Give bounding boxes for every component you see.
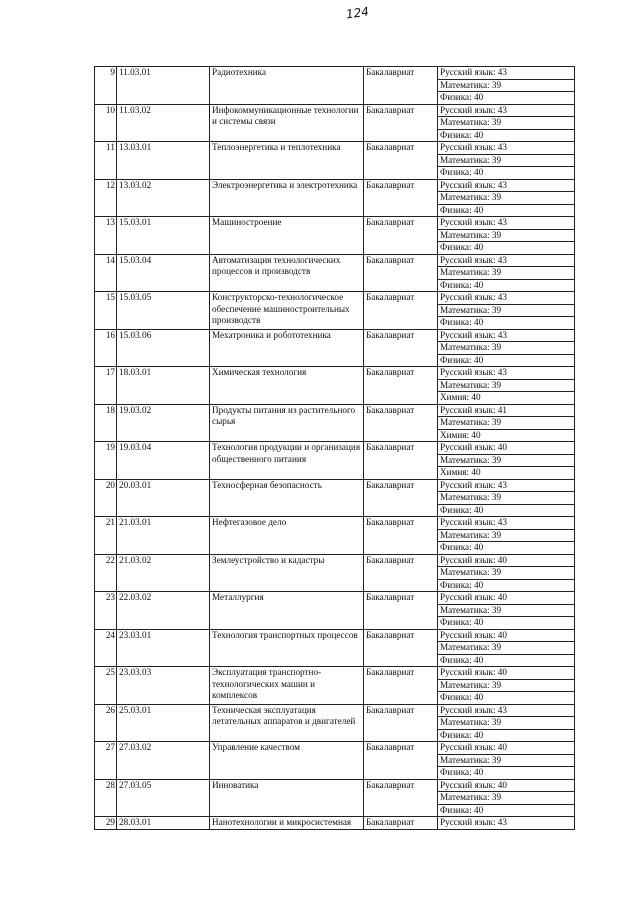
row-number: 26 (95, 704, 117, 742)
table-row (95, 142, 575, 155)
row-number: 11 (95, 142, 117, 180)
program-name: Эксплуатация транспортно-технологических машин и комплексов (210, 667, 364, 705)
table-row (95, 404, 575, 417)
min-score: Русский язык: 40 (438, 442, 575, 455)
table-row (95, 217, 575, 230)
education-level: Бакалавриат (364, 104, 438, 142)
row-number: 14 (95, 254, 117, 292)
min-score: Физика: 40 (438, 167, 575, 180)
program-name: Нефтегазовое дело (210, 517, 364, 555)
education-level: Бакалавриат (364, 442, 438, 480)
min-score: Математика: 39 (438, 379, 575, 392)
table-row (95, 104, 575, 117)
min-score: Математика: 39 (438, 267, 575, 280)
program-code: 25.03.01 (117, 704, 210, 742)
row-number: 17 (95, 367, 117, 405)
program-name: Мехатроника и робототехника (210, 329, 364, 367)
row-number: 9 (95, 67, 117, 105)
row-number: 19 (95, 442, 117, 480)
min-score: Русский язык: 40 (438, 592, 575, 605)
table-row (95, 742, 575, 755)
program-code: 28.03.01 (117, 817, 210, 830)
min-score: Математика: 39 (438, 717, 575, 730)
education-level: Бакалавриат (364, 367, 438, 405)
program-name: Инноватика (210, 779, 364, 817)
min-score: Русский язык: 41 (438, 404, 575, 417)
row-number: 29 (95, 817, 117, 830)
min-score: Физика: 40 (438, 729, 575, 742)
program-name: Теплоэнергетика и теплотехника (210, 142, 364, 180)
row-number: 28 (95, 779, 117, 817)
row-number: 24 (95, 629, 117, 667)
min-score: Химия: 40 (438, 392, 575, 405)
education-level: Бакалавриат (364, 704, 438, 742)
program-code: 11.03.02 (117, 104, 210, 142)
min-score: Физика: 40 (438, 804, 575, 817)
min-score: Физика: 40 (438, 129, 575, 142)
table-row (95, 554, 575, 567)
program-code: 27.03.02 (117, 742, 210, 780)
table-row (95, 292, 575, 305)
program-name: Технология транспортных процессов (210, 629, 364, 667)
row-number: 23 (95, 592, 117, 630)
table-row (95, 442, 575, 455)
program-code: 20.03.01 (117, 479, 210, 517)
row-number: 10 (95, 104, 117, 142)
min-score: Физика: 40 (438, 654, 575, 667)
min-score: Русский язык: 43 (438, 217, 575, 230)
row-number: 22 (95, 554, 117, 592)
education-level: Бакалавриат (364, 179, 438, 217)
min-score: Физика: 40 (438, 579, 575, 592)
admission-requirements-table (94, 66, 575, 830)
education-level: Бакалавриат (364, 517, 438, 555)
education-level: Бакалавриат (364, 779, 438, 817)
table-body (95, 67, 575, 830)
min-score: Физика: 40 (438, 92, 575, 105)
min-score: Физика: 40 (438, 204, 575, 217)
table-row (95, 329, 575, 342)
min-score: Русский язык: 40 (438, 742, 575, 755)
program-code: 19.03.02 (117, 404, 210, 442)
min-score: Химия: 40 (438, 467, 575, 480)
min-score: Русский язык: 43 (438, 179, 575, 192)
row-number: 15 (95, 292, 117, 330)
program-name: Автоматизация технологических процессов и производств (210, 254, 364, 292)
min-score: Математика: 39 (438, 642, 575, 655)
page-number: 124 (345, 4, 370, 22)
table-row (95, 629, 575, 642)
row-number: 20 (95, 479, 117, 517)
program-code: 21.03.01 (117, 517, 210, 555)
education-level: Бакалавриат (364, 217, 438, 255)
program-code: 15.03.01 (117, 217, 210, 255)
row-number: 16 (95, 329, 117, 367)
program-name: Инфокоммуникационные технологии и системы связи (210, 104, 364, 142)
min-score: Физика: 40 (438, 242, 575, 255)
min-score: Математика: 39 (438, 304, 575, 317)
program-name: Техносферная безопасность (210, 479, 364, 517)
education-level: Бакалавриат (364, 479, 438, 517)
min-score: Русский язык: 43 (438, 517, 575, 530)
program-code: 18.03.01 (117, 367, 210, 405)
min-score: Русский язык: 43 (438, 329, 575, 342)
table-row (95, 517, 575, 530)
program-name: Химическая технология (210, 367, 364, 405)
min-score: Математика: 39 (438, 754, 575, 767)
program-name: Землеустройство и кадастры (210, 554, 364, 592)
table-row (95, 667, 575, 680)
education-level: Бакалавриат (364, 629, 438, 667)
min-score: Математика: 39 (438, 529, 575, 542)
min-score: Математика: 39 (438, 342, 575, 355)
min-score: Математика: 39 (438, 229, 575, 242)
table-row (95, 179, 575, 192)
min-score: Физика: 40 (438, 279, 575, 292)
min-score: Русский язык: 43 (438, 67, 575, 80)
min-score: Математика: 39 (438, 154, 575, 167)
min-score: Русский язык: 43 (438, 704, 575, 717)
program-code: 13.03.01 (117, 142, 210, 180)
education-level: Бакалавриат (364, 667, 438, 705)
education-level: Бакалавриат (364, 592, 438, 630)
min-score: Русский язык: 40 (438, 779, 575, 792)
program-code: 11.03.01 (117, 67, 210, 105)
program-name: Машиностроение (210, 217, 364, 255)
row-number: 12 (95, 179, 117, 217)
education-level: Бакалавриат (364, 329, 438, 367)
min-score: Математика: 39 (438, 79, 575, 92)
min-score: Математика: 39 (438, 454, 575, 467)
min-score: Физика: 40 (438, 354, 575, 367)
min-score: Математика: 39 (438, 604, 575, 617)
min-score: Русский язык: 43 (438, 817, 575, 830)
min-score: Физика: 40 (438, 617, 575, 630)
program-code: 19.03.04 (117, 442, 210, 480)
table-row (95, 254, 575, 267)
education-level: Бакалавриат (364, 254, 438, 292)
row-number: 21 (95, 517, 117, 555)
min-score: Русский язык: 40 (438, 554, 575, 567)
min-score: Химия: 40 (438, 429, 575, 442)
min-score: Русский язык: 43 (438, 292, 575, 305)
min-score: Физика: 40 (438, 692, 575, 705)
row-number: 18 (95, 404, 117, 442)
program-name: Технология продукции и организация общественного питания (210, 442, 364, 480)
table-row (95, 479, 575, 492)
program-code: 23.03.03 (117, 667, 210, 705)
min-score: Русский язык: 43 (438, 367, 575, 380)
education-level: Бакалавриат (364, 404, 438, 442)
min-score: Физика: 40 (438, 317, 575, 330)
education-level: Бакалавриат (364, 67, 438, 105)
program-name: Конструкторско-технологическое обеспечение машиностроительных производств (210, 292, 364, 330)
min-score: Математика: 39 (438, 492, 575, 505)
row-number: 27 (95, 742, 117, 780)
row-number: 13 (95, 217, 117, 255)
min-score: Математика: 39 (438, 679, 575, 692)
program-code: 27.03.05 (117, 779, 210, 817)
row-number: 25 (95, 667, 117, 705)
program-name: Металлургия (210, 592, 364, 630)
program-code: 15.03.06 (117, 329, 210, 367)
table-row (95, 704, 575, 717)
program-code: 23.03.01 (117, 629, 210, 667)
program-name: Нанотехнологии и микросистемная (210, 817, 364, 830)
min-score: Математика: 39 (438, 417, 575, 430)
min-score: Математика: 39 (438, 567, 575, 580)
min-score: Русский язык: 43 (438, 479, 575, 492)
program-name: Радиотехника (210, 67, 364, 105)
min-score: Русский язык: 43 (438, 254, 575, 267)
program-code: 22.03.02 (117, 592, 210, 630)
program-name: Техническая эксплуатация летательных аппаратов и двигателей (210, 704, 364, 742)
min-score: Русский язык: 40 (438, 629, 575, 642)
program-code: 21.03.02 (117, 554, 210, 592)
min-score: Физика: 40 (438, 767, 575, 780)
program-name: Электроэнергетика и электротехника (210, 179, 364, 217)
education-level: Бакалавриат (364, 554, 438, 592)
min-score: Русский язык: 43 (438, 104, 575, 117)
program-name: Продукты питания из растительного сырья (210, 404, 364, 442)
min-score: Физика: 40 (438, 542, 575, 555)
table-row (95, 592, 575, 605)
education-level: Бакалавриат (364, 742, 438, 780)
min-score: Математика: 39 (438, 792, 575, 805)
program-code: 13.03.02 (117, 179, 210, 217)
min-score: Физика: 40 (438, 504, 575, 517)
program-code: 15.03.05 (117, 292, 210, 330)
table-row (95, 817, 575, 830)
min-score: Математика: 39 (438, 117, 575, 130)
education-level: Бакалавриат (364, 817, 438, 830)
table-row (95, 67, 575, 80)
table-row (95, 367, 575, 380)
min-score: Русский язык: 43 (438, 142, 575, 155)
program-name: Управление качеством (210, 742, 364, 780)
education-level: Бакалавриат (364, 292, 438, 330)
table-row (95, 779, 575, 792)
program-code: 15.03.04 (117, 254, 210, 292)
min-score: Математика: 39 (438, 192, 575, 205)
education-level: Бакалавриат (364, 142, 438, 180)
min-score: Русский язык: 40 (438, 667, 575, 680)
